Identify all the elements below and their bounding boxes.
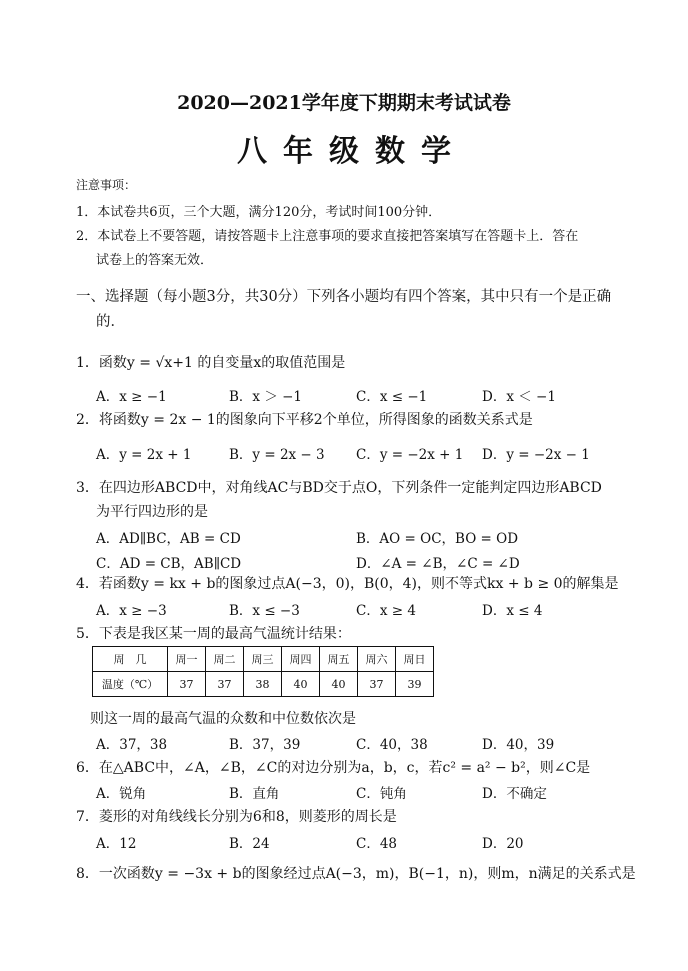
section-heading-cont: 的．	[96, 314, 125, 330]
q4-option-d: D．x ≤ 4	[482, 603, 543, 619]
table-cell: 周三	[244, 647, 282, 672]
notice-item-1: 1．本试卷共6页，三个大题，满分120分，考试时间100分钟．	[76, 205, 442, 220]
q5-option-a: A．37，38	[96, 737, 168, 753]
table-cell: 37	[358, 672, 396, 697]
q5-option-b: B．37，39	[229, 737, 301, 753]
q4-option-c: C．x ≥ 4	[356, 603, 416, 619]
question-3-cont: 为平行四边形的是	[96, 504, 208, 520]
q7-option-c: C．48	[356, 836, 398, 852]
table-cell: 周一	[168, 647, 206, 672]
table-cell: 周四	[282, 647, 320, 672]
q3-option-c: C．AD = CB，AB∥CD	[96, 556, 242, 572]
table-cell: 37	[168, 672, 206, 697]
table-cell: 39	[396, 672, 434, 697]
table-cell: 周 几	[93, 647, 168, 672]
q6-option-c: C．钝角	[356, 786, 407, 802]
q3-option-a: A．AD∥BC，AB = CD	[96, 531, 241, 547]
q7-option-b: B．24	[229, 836, 270, 852]
question-8: 8．一次函数y = −3x + b的图象经过点A(−3，m)，B(−1，n)，则m，n满足的关系式是	[76, 866, 636, 882]
table-cell: 周日	[396, 647, 434, 672]
table-cell: 温度（℃）	[93, 672, 168, 697]
q7-option-d: D．20	[482, 836, 524, 852]
table-cell: 37	[206, 672, 244, 697]
question-5-cont: 则这一周的最高气温的众数和中位数依次是	[90, 711, 356, 727]
section-heading: 一、选择题（每小题3分，共30分）下列各小题均有四个答案，其中只有一个是正确	[76, 289, 612, 305]
q2-option-c: C．y = −2x + 1	[356, 447, 464, 463]
q6-option-b: B．直角	[229, 786, 280, 802]
table-cell: 40	[320, 672, 358, 697]
q4-option-b: B．x ≤ −3	[229, 603, 300, 619]
q1-option-b: B．x ＞ −1	[229, 389, 303, 405]
question-4: 4．若函数y = kx + b的图象过点A(−3，0)，B(0，4)，则不等式kx + b ≥ 0的解集是	[76, 576, 619, 592]
table-cell: 周五	[320, 647, 358, 672]
question-2: 2．将函数y = 2x − 1的图象向下平移2个单位，所得图象的函数关系式是	[76, 412, 533, 428]
exam-subtitle: 八年级数学	[237, 134, 467, 169]
table-cell: 38	[244, 672, 282, 697]
q5-option-d: D．40，39	[482, 737, 555, 753]
question-6: 6．在△ABC中，∠A，∠B，∠C的对边分别为a，b，c，若c² = a² − b²，则∠C是	[76, 760, 591, 776]
q5-option-c: C．40，38	[356, 737, 428, 753]
table-header-row	[93, 647, 434, 672]
q1-option-c: C．x ≤ −1	[356, 389, 428, 405]
notice-item-3: 试卷上的答案无效．	[96, 253, 214, 268]
q4-option-a: A．x ≥ −3	[96, 603, 167, 619]
question-7: 7．菱形的对角线线长分别为6和8，则菱形的周长是	[76, 809, 397, 825]
temperature-table	[92, 646, 434, 697]
notice-item-2: 2．本试卷上不要答题，请按答题卡上注意事项的要求直接把答案填写在答题卡上．答在	[76, 229, 579, 244]
q1-option-a: A．x ≥ −1	[96, 389, 167, 405]
question-3: 3．在四边形ABCD中，对角线AC与BD交于点O，下列条件一定能判定四边形ABCD	[76, 480, 602, 496]
q2-option-d: D．y = −2x − 1	[482, 447, 590, 463]
q2-option-a: A．y = 2x + 1	[96, 447, 192, 463]
q6-option-a: A．锐角	[96, 786, 147, 802]
exam-title: 2020—2021学年度下期期末考试试卷	[177, 92, 511, 114]
q3-option-d: D．∠A = ∠B，∠C = ∠D	[356, 556, 520, 572]
q2-option-b: B．y = 2x − 3	[229, 447, 325, 463]
q6-option-d: D．不确定	[482, 786, 547, 802]
table-cell: 周六	[358, 647, 396, 672]
question-1: 1．函数y = √x+1 的自变量x的取值范围是	[76, 355, 346, 371]
q3-option-b: B．AO = OC，BO = OD	[356, 531, 519, 547]
table-cell: 周二	[206, 647, 244, 672]
table-row	[93, 672, 434, 697]
question-5: 5．下表是我区某一周的最高气温统计结果：	[76, 626, 351, 642]
table-cell: 40	[282, 672, 320, 697]
q7-option-a: A．12	[96, 836, 137, 852]
notice-heading: 注意事项：	[76, 178, 137, 192]
q1-option-d: D．x ＜ −1	[482, 389, 556, 405]
